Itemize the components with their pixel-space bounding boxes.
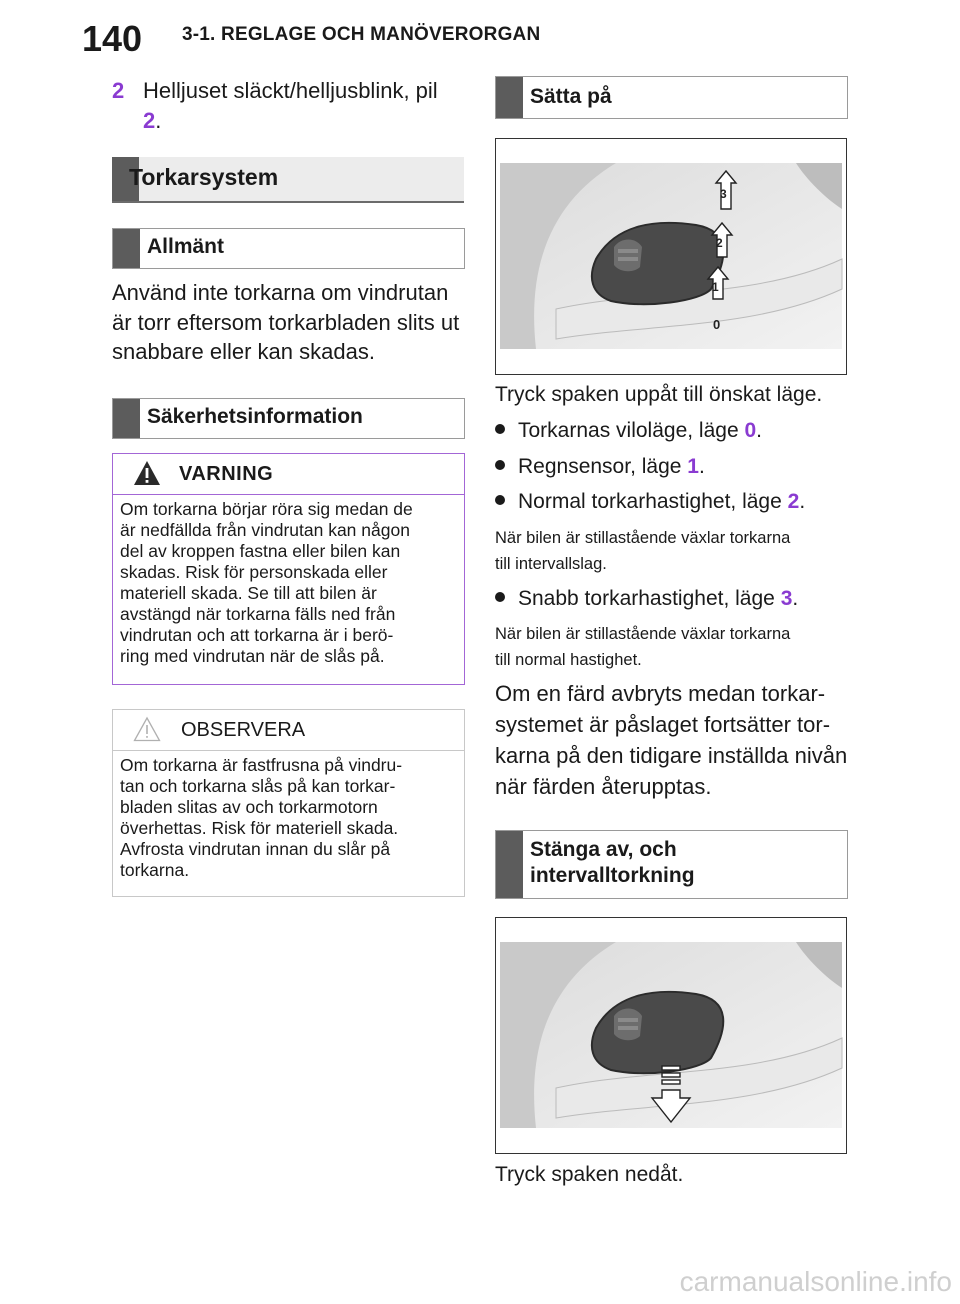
bullet-text: Normal torkarhastighet, läge	[518, 490, 782, 513]
bullet-dot-icon	[495, 460, 505, 470]
bullet-item: Snabb torkarhastighet, läge 3.	[495, 584, 798, 614]
note-line: När bilen är stillastående växlar torkarna	[495, 529, 791, 547]
general-line: Använd inte torkarna om vindrutan	[112, 280, 449, 305]
warning-line: är nedfällda från vindrutan kan någon	[120, 520, 410, 540]
subheader-sakerhet	[112, 398, 465, 439]
warning-title: VARNING	[179, 463, 274, 485]
warning-body	[120, 499, 456, 667]
bullet-dot-icon	[495, 424, 505, 434]
warning-line: avstängd när torkarna fälls ned från	[120, 604, 396, 624]
notice-body	[120, 755, 456, 881]
resume-line: Om en färd avbryts medan torkar-	[495, 681, 826, 706]
bullet-item: Regnsensor, läge 1.	[495, 452, 705, 482]
notice-line: torkarna.	[120, 860, 190, 880]
subheader-satta-pa	[495, 76, 848, 119]
resume-line: karna på den tidigare inställda nivån	[495, 743, 848, 768]
note-line: till normal hastighet.	[495, 651, 642, 669]
subheader-stanga-av-title	[530, 837, 695, 889]
subheader-line: intervalltorkning	[530, 864, 695, 887]
warning-line: materiell skada. Se till att bilen är	[120, 583, 377, 603]
note-standstill-2	[495, 621, 855, 673]
page-number: 140	[82, 18, 143, 59]
wiper-lever-down-illustration	[496, 918, 846, 1153]
subheader-satta-pa-title: Sätta på	[530, 85, 612, 108]
subheader-sakerhet-title: Säkerhetsinformation	[147, 405, 363, 428]
subheader-allmant-title: Allmänt	[147, 235, 225, 258]
subheader-stanga-av	[495, 830, 848, 899]
bullet-item: Torkarnas viloläge, läge 0.	[495, 416, 762, 446]
bullet-dot-icon	[495, 592, 505, 602]
bullet-position: 3	[780, 587, 793, 610]
wiper-lever-diagram-up	[495, 138, 847, 375]
wiper-lever-illustration	[496, 139, 846, 374]
subheader-allmant	[112, 228, 465, 269]
warning-line: del av kroppen fastna eller bilen kan	[120, 541, 401, 561]
warning-line: ring med vindrutan när de slås på.	[120, 646, 385, 666]
bullet-text: Regnsensor, läge	[518, 455, 682, 478]
watermark: carmanualsonline.info	[679, 1266, 952, 1297]
instruction-down: Tryck spaken nedåt.	[495, 1163, 684, 1186]
warning-box	[112, 453, 465, 685]
notice-line: bladen slitas av och torkarmotorn	[120, 797, 378, 817]
subheader-line: Stänga av, och	[530, 838, 677, 861]
notice-line: tan och torkarna slås på kan torkar-	[120, 776, 396, 796]
bullet-dot-icon	[495, 495, 505, 505]
warning-header	[113, 454, 464, 495]
warning-line: Om torkarna börjar röra sig medan de	[120, 499, 413, 519]
general-line: är torr eftersom torkarbladen slits ut	[112, 309, 460, 335]
resume-paragraph	[495, 678, 855, 802]
subheader-bar	[496, 831, 523, 898]
intro-period: .	[155, 108, 162, 133]
note-line: När bilen är stillastående växlar torkarna	[495, 625, 791, 643]
subheader-bar	[496, 77, 523, 118]
resume-line: när färden återupptas.	[495, 774, 712, 799]
intro-item	[112, 76, 462, 136]
position-3-label: 3	[720, 187, 727, 201]
note-standstill-1	[495, 525, 855, 577]
bullet-position: 2	[787, 490, 800, 513]
warning-triangle-icon	[133, 460, 161, 486]
general-paragraph	[112, 278, 464, 367]
general-line: snabbare eller kan skadas.	[112, 339, 375, 364]
warning-line: vindrutan och att torkarna är i berö-	[120, 625, 394, 645]
note-line: till intervallslag.	[495, 555, 607, 573]
notice-line: överhettas. Risk för materiell skada.	[120, 818, 399, 838]
instruction-up: Tryck spaken uppåt till önskat läge.	[495, 383, 823, 406]
subheader-bar	[113, 229, 140, 268]
bullet-text: Snabb torkarhastighet, läge	[518, 587, 775, 610]
resume-line: systemet är påslaget fortsätter tor-	[495, 712, 831, 737]
position-0-label: 0	[713, 317, 721, 332]
caution-triangle-icon	[133, 716, 161, 742]
notice-box	[112, 709, 465, 897]
bullet-position: 1	[687, 455, 699, 478]
intro-text: Helljuset släckt/helljusblink, pil	[143, 78, 438, 103]
notice-title: OBSERVERA	[181, 719, 306, 741]
intro-number: 2	[112, 78, 125, 103]
wiper-lever-diagram-down	[495, 917, 847, 1154]
notice-line: Avfrosta vindrutan innan du slår på	[120, 839, 391, 859]
section-title: Torkarsystem	[129, 164, 279, 190]
position-2-label: 2	[716, 236, 723, 250]
position-1-label: 1	[712, 280, 719, 294]
bullet-position: 0	[744, 419, 757, 442]
notice-line: Om torkarna är fastfrusna på vindru-	[120, 755, 403, 775]
bullet-item: Normal torkarhastighet, läge 2.	[495, 487, 805, 517]
chapter-title: 3-1. REGLAGE OCH MANÖVERORGAN	[182, 24, 541, 45]
subheader-bar	[113, 399, 140, 438]
bullet-text: Torkarnas viloläge, läge	[518, 419, 739, 442]
intro-arrow-ref: 2	[143, 108, 156, 133]
section-header-torkarsystem	[112, 157, 464, 203]
warning-line: skadas. Risk för personskada eller	[120, 562, 388, 582]
notice-header	[113, 710, 464, 751]
